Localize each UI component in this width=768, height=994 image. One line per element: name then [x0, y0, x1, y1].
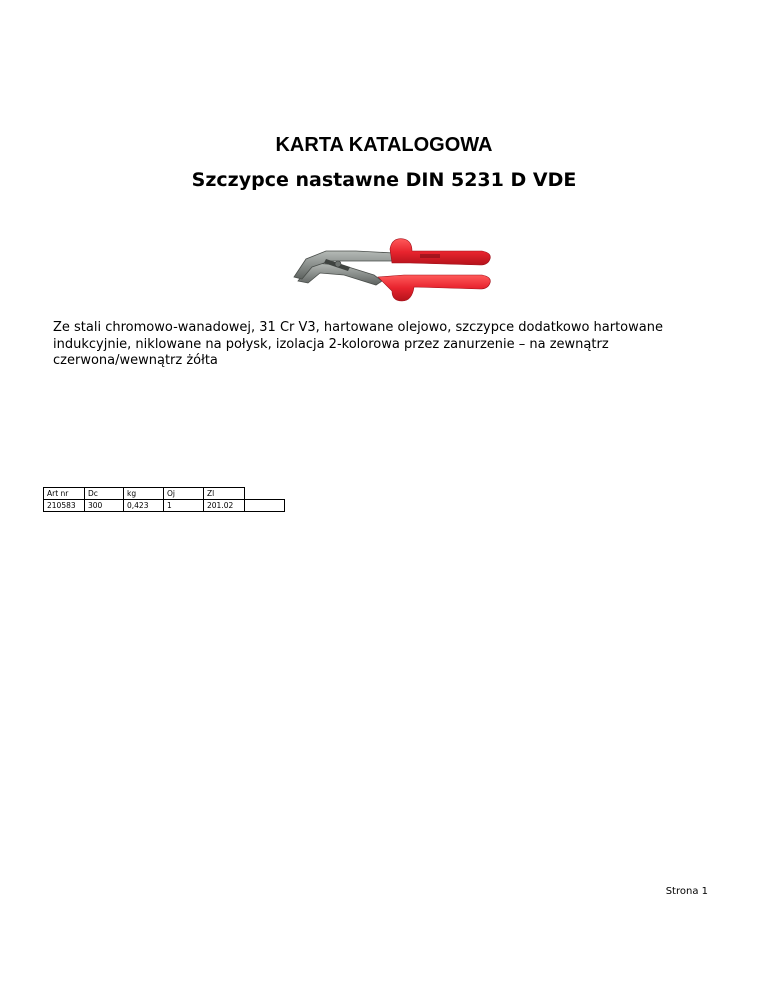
header-kg: kg [124, 488, 164, 500]
header-dc: Dc [85, 488, 124, 500]
spec-table [43, 487, 285, 512]
table-row [44, 500, 285, 512]
header-empty-cell [245, 488, 285, 500]
product-description: Ze stali chromowo-wanadowej, 31 Cr V3, hartowane olejowo, szczypce dodatkowo hartowane indukcyjnie, niklowane na połysk, izolacja 2-kolorowa przez zanurzenie – na zewnątrz czerwona/wewnątrz żółta [53, 320, 663, 368]
cell-dc: 300 [85, 500, 124, 512]
cell-empty [245, 500, 285, 512]
cell-kg: 0,423 [124, 500, 164, 512]
document-subtitle: Szczypce nastawne DIN 5231 D VDE [191, 169, 577, 191]
header-oj: Oj [164, 488, 204, 500]
table-header-row [44, 488, 285, 500]
document-title: KARTA KATALOGOWA [275, 134, 493, 156]
cell-oj: 1 [164, 500, 204, 512]
cell-zl: 201.02 [204, 500, 245, 512]
page-number: Strona 1 [665, 886, 708, 897]
cell-art-nr: 210583 [44, 500, 85, 512]
pliers-product-image [286, 229, 496, 309]
header-zl: Zl [204, 488, 245, 500]
header-art-nr: Art nr [44, 488, 85, 500]
